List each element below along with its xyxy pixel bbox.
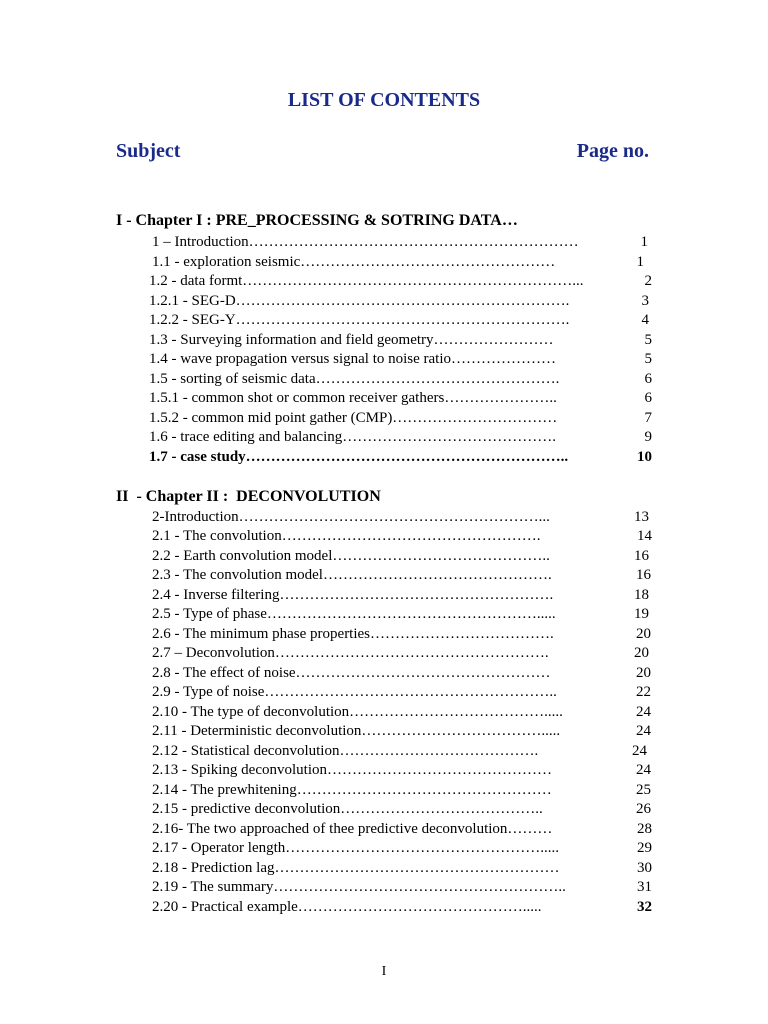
toc-entry: 1.6 - trace editing and balancing……………………………………. 9: [149, 429, 652, 445]
toc-entry: 1.2.2 - SEG-Y…………………………………………………………. 4: [149, 312, 649, 328]
toc-entry: 2.13 - Spiking deconvolution……………………………………… 24: [152, 762, 651, 778]
toc-entry: 2.3 - The convolution model………………………………………. 16: [152, 567, 651, 583]
toc-entry: 1.3 - Surveying information and field geometry…………………… 5: [149, 332, 652, 348]
chapter-heading: II - Chapter II : DECONVOLUTION: [116, 488, 381, 505]
toc-entry: 2.6 - The minimum phase properties………………………………. 20: [152, 626, 651, 642]
toc-entry: 2.2 - Earth convolution model…………………………………….. 16: [152, 548, 649, 564]
toc-entry: 1.2 - data formt…………………………………………………………... 2: [149, 273, 652, 289]
toc-entry: 1.5.2 - common mid point gather (CMP)…………………………… 7: [149, 410, 652, 426]
toc-entry: 1.2.1 - SEG-D…………………………………………………………. 3: [149, 293, 649, 309]
toc-entry: 2.18 - Prediction lag………………………………………………… 30: [152, 860, 652, 876]
toc-entry: 2-Introduction……………………………………………………... 13: [152, 509, 649, 525]
chapter-heading: I - Chapter I : PRE_PROCESSING & SOTRING DATA…: [116, 212, 518, 229]
page-number-header: Page no.: [576, 140, 649, 162]
toc-entry: 2.15 - predictive deconvolution………………………………….. 26: [152, 801, 651, 817]
toc-entry: 2.17 - Operator length……………………………………………..... 29: [152, 840, 652, 856]
toc-entry: 1.4 - wave propagation versus signal to noise ratio………………… 5: [149, 351, 652, 367]
toc-entry: 1.5 - sorting of seismic data…………………………………………. 6: [149, 371, 652, 387]
toc-entry: 1 – Introduction………………………………………………………… 1: [152, 234, 648, 250]
toc-entry: 1.1 - exploration seismic…………………………………………… 1: [152, 254, 644, 270]
page-title: LIST OF CONTENTS: [287, 89, 481, 111]
toc-entry: 2.7 – Deconvolution………………………………………………. 20: [152, 645, 649, 661]
subject-header: Subject: [116, 140, 181, 162]
toc-entry: 2.19 - The summary………………………………………………….. 31: [152, 879, 652, 895]
toc-entry: 2.1 - The convolution……………………………………………. 14: [152, 528, 652, 544]
toc-entry: 2.14 - The prewhitening…………………………………………… 25: [152, 782, 651, 798]
toc-entry: 2.16- The two approached of thee predictive deconvolution……… 28: [152, 821, 652, 837]
toc-entry: 1.7 - case study……………………………………………………….. 10: [149, 449, 652, 465]
toc-entry: 2.8 - The effect of noise…………………………………………… 20: [152, 665, 651, 681]
footer-page-number: I: [381, 964, 387, 979]
toc-entry: 2.4 - Inverse filtering………………………………………………. 18: [152, 587, 649, 603]
toc-entry: 1.5.1 - common shot or common receiver gathers………………….. 6: [149, 390, 652, 406]
toc-entry: 2.10 - The type of deconvolution…………………………………..... 24: [152, 704, 651, 720]
toc-entry: 2.5 - Type of phase………………………………………………..... 19: [152, 606, 649, 622]
toc-entry: 2.9 - Type of noise………………………………………………….. 22: [152, 684, 651, 700]
toc-entry: 2.20 - Practical example………………………………………..... 32: [152, 899, 652, 915]
toc-entry: 2.12 - Statistical deconvolution…………………………………. 24: [152, 743, 647, 759]
toc-entry: 2.11 - Deterministic deconvolution………………………………..... 24: [152, 723, 651, 739]
